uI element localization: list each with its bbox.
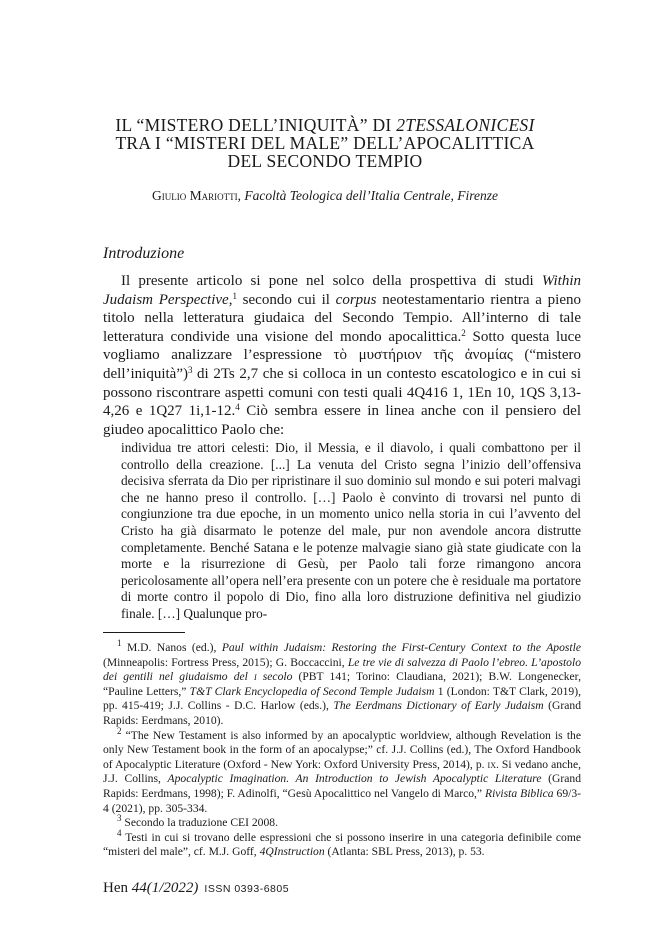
footnote-number: 4 [117, 827, 122, 838]
issn-number: ISSN 0393-6805 [204, 883, 290, 895]
author-affiliation: Facoltà Teologica dell’Italia Centrale, Firenze [244, 188, 498, 203]
footnote-italic: 4QInstruction [259, 845, 325, 859]
footnote-italic: secolo [256, 670, 293, 684]
block-quote: individua tre attori celesti: Dio, il Messia, e il diavolo, i quali combattono per il controllo della creazione. [...] La venuta del Cristo segna l’inizio dell’offensiva decisiva sferrata da Dio per ripristinare il suo dominio sul mondo e sui poteri malvagi che ne hanno preso il controllo. […] Paolo è convinto di trovarsi nel punto di congiunzione tra due epoche, in un momento unico nella storia in cui l’avvento del Cristo ha già disarmato le potenze del male, pur non avendole ancora distrutte completamente. Benché Satana e le potenze malvagie siano già state giudicate con la morte e la risurrezione di Gesù, per Paolo tali forze rimangono ancora pericolosamente all’opera nell’era presente con un potere che è residuale ma portatore di morte contro il popolo di Dio, fino alla loro distruzione definitiva nel giudizio finale. […] Qualunque pro- [121, 440, 581, 621]
paragraph-text: di 2Ts 2,7 che si colloca in un contesto escatologico e in cui si possono riscontrare aspetti comuni con testi quali 4Q416 1, 1En 10, 1QS 3,13-4,26 e 1Q27 1i,1-12. [103, 365, 581, 420]
title-line-1-text: IL “MISTERO DELL’INIQUITÀ” DI [115, 115, 397, 135]
journal-issue: 44(1/2022) [131, 880, 199, 896]
title-line-3: DEL SECONDO TEMPIO [227, 151, 423, 171]
author-line [60, 188, 590, 204]
paragraph-text: Ciò sembra essere in linea anche con il pensiero del giudeo apocalittico Paolo che: [103, 403, 581, 438]
footnote-number: 2 [117, 725, 122, 736]
footnote-text: 69/3-4 (2021), pp. 305-334. [103, 786, 581, 815]
footnote-italic: Apocalyptic Imagination. An Introduction to Jewish Apocalyptic Literature [167, 772, 542, 786]
footnote-smallcaps: ix [487, 757, 496, 771]
section-heading: Introduzione [103, 245, 185, 262]
footnote-ref-4[interactable]: 4 [235, 402, 240, 413]
footnote-number: 3 [117, 813, 122, 824]
footnote-text: 1 (London: T&T Clark, 2019), pp. 415-419; J.J. Collins - D.C. Harlow (eds.), [103, 684, 581, 713]
footnote-italic: T&T Clark Encyclopedia of Second Temple Judaism [189, 684, 435, 698]
footnote-text: Secondo la traduzione CEI 2008. [121, 816, 278, 830]
footnote-2 [103, 725, 581, 817]
paragraph-italic: corpus [335, 291, 377, 308]
author-name: Giulio Mariotti [152, 188, 238, 203]
paragraph-text: , [228, 291, 233, 308]
footnote-text: (PBT 141; Torino: Claudiana, 2021); B.W. Longenecker, “Pauline Letters,” [103, 670, 581, 698]
footnote-1 [103, 638, 581, 729]
paragraph-text: secondo cui il [236, 291, 336, 308]
page-footer [103, 880, 289, 897]
footnote-3 [103, 813, 581, 831]
footnote-italic: Paul within Judaism: Restoring the First-Century Context to the Apostle [221, 641, 581, 654]
footnote-text: . Si vedano anche, J.J. Collins, [103, 757, 581, 786]
footnote-ref-3[interactable]: 3 [187, 364, 193, 375]
footnote-text: “The New Testament is also informed by an apocalyptic worldview, although Revelation is the only New Testament book in the form of an apocalypse;” cf. J.J. Collins (ed.), The Oxford Handbook of Apocalyptic Literature (Oxford - New York: Oxford University Press, 2014), p. [103, 728, 581, 771]
footnote-text: M.D. Nanos (ed.), [121, 641, 222, 654]
footnote-text: (Grand Rapids: Eerdmans, 2010). [103, 699, 581, 727]
footnote-italic: Rivista Biblica [484, 786, 554, 800]
title-line-1 [60, 116, 590, 134]
footnote-text: (Atlanta: SBL Press, 2013), p. 53. [324, 845, 485, 859]
footnote-ref-1[interactable]: 1 [232, 290, 237, 301]
paragraph-text: Sotto questa luce vogliamo analizzare l’espressione τὸ μυστήριον τῆς ἀνομίας (“mistero dell’iniquità”) [103, 328, 581, 382]
title-book-name: 2TESSALONICESI [396, 115, 535, 135]
journal-name: Hen [103, 880, 132, 896]
paragraph-text: neotestamentario rientra a pieno titolo nella letteratura giudaica del Secondo Tempio. All’interno di tale letteratura condivide una visione del mondo apocalittica. [103, 291, 581, 345]
paragraph-italic: Within Judaism Perspective [103, 273, 581, 308]
footnote-text: (Minneapolis: Fortress Press, 2015); G. Boccaccini, [103, 655, 348, 669]
intro-paragraph [103, 272, 581, 439]
title-line-2: TRA I “MISTERI DEL MALE” DELL’APOCALITTICA [115, 133, 535, 153]
footnotes [103, 638, 581, 860]
footnote-4 [103, 827, 581, 860]
footnote-number: 1 [117, 638, 122, 648]
footnote-text: (Grand Rapids: Eerdmans, 1998); F. Adinolfi, “Gesù Apocalittico nel Vangelo di Marco,” [103, 772, 581, 800]
author-separator: , [237, 188, 245, 203]
article-title [60, 116, 590, 170]
footnote-text: Testi in cui si trovano delle espressioni che si possono inserire in una categoria definibile come “misteri del male”, cf. M.J. Goff, [103, 830, 581, 859]
footnote-ref-2[interactable]: 2 [461, 327, 466, 338]
footnote-italic: The Eerdmans Dictionary of Early Judaism [333, 699, 544, 713]
footnote-separator [103, 632, 185, 633]
paragraph-text: Il presente articolo si pone nel solco della prospettiva di studi [121, 273, 542, 289]
footnote-italic: Le tre vie di salvezza di Paolo l’ebreo. L’apostolo dei gentili nel giudaismo del [103, 655, 581, 684]
footnote-italic-smallcaps: i [253, 670, 257, 684]
